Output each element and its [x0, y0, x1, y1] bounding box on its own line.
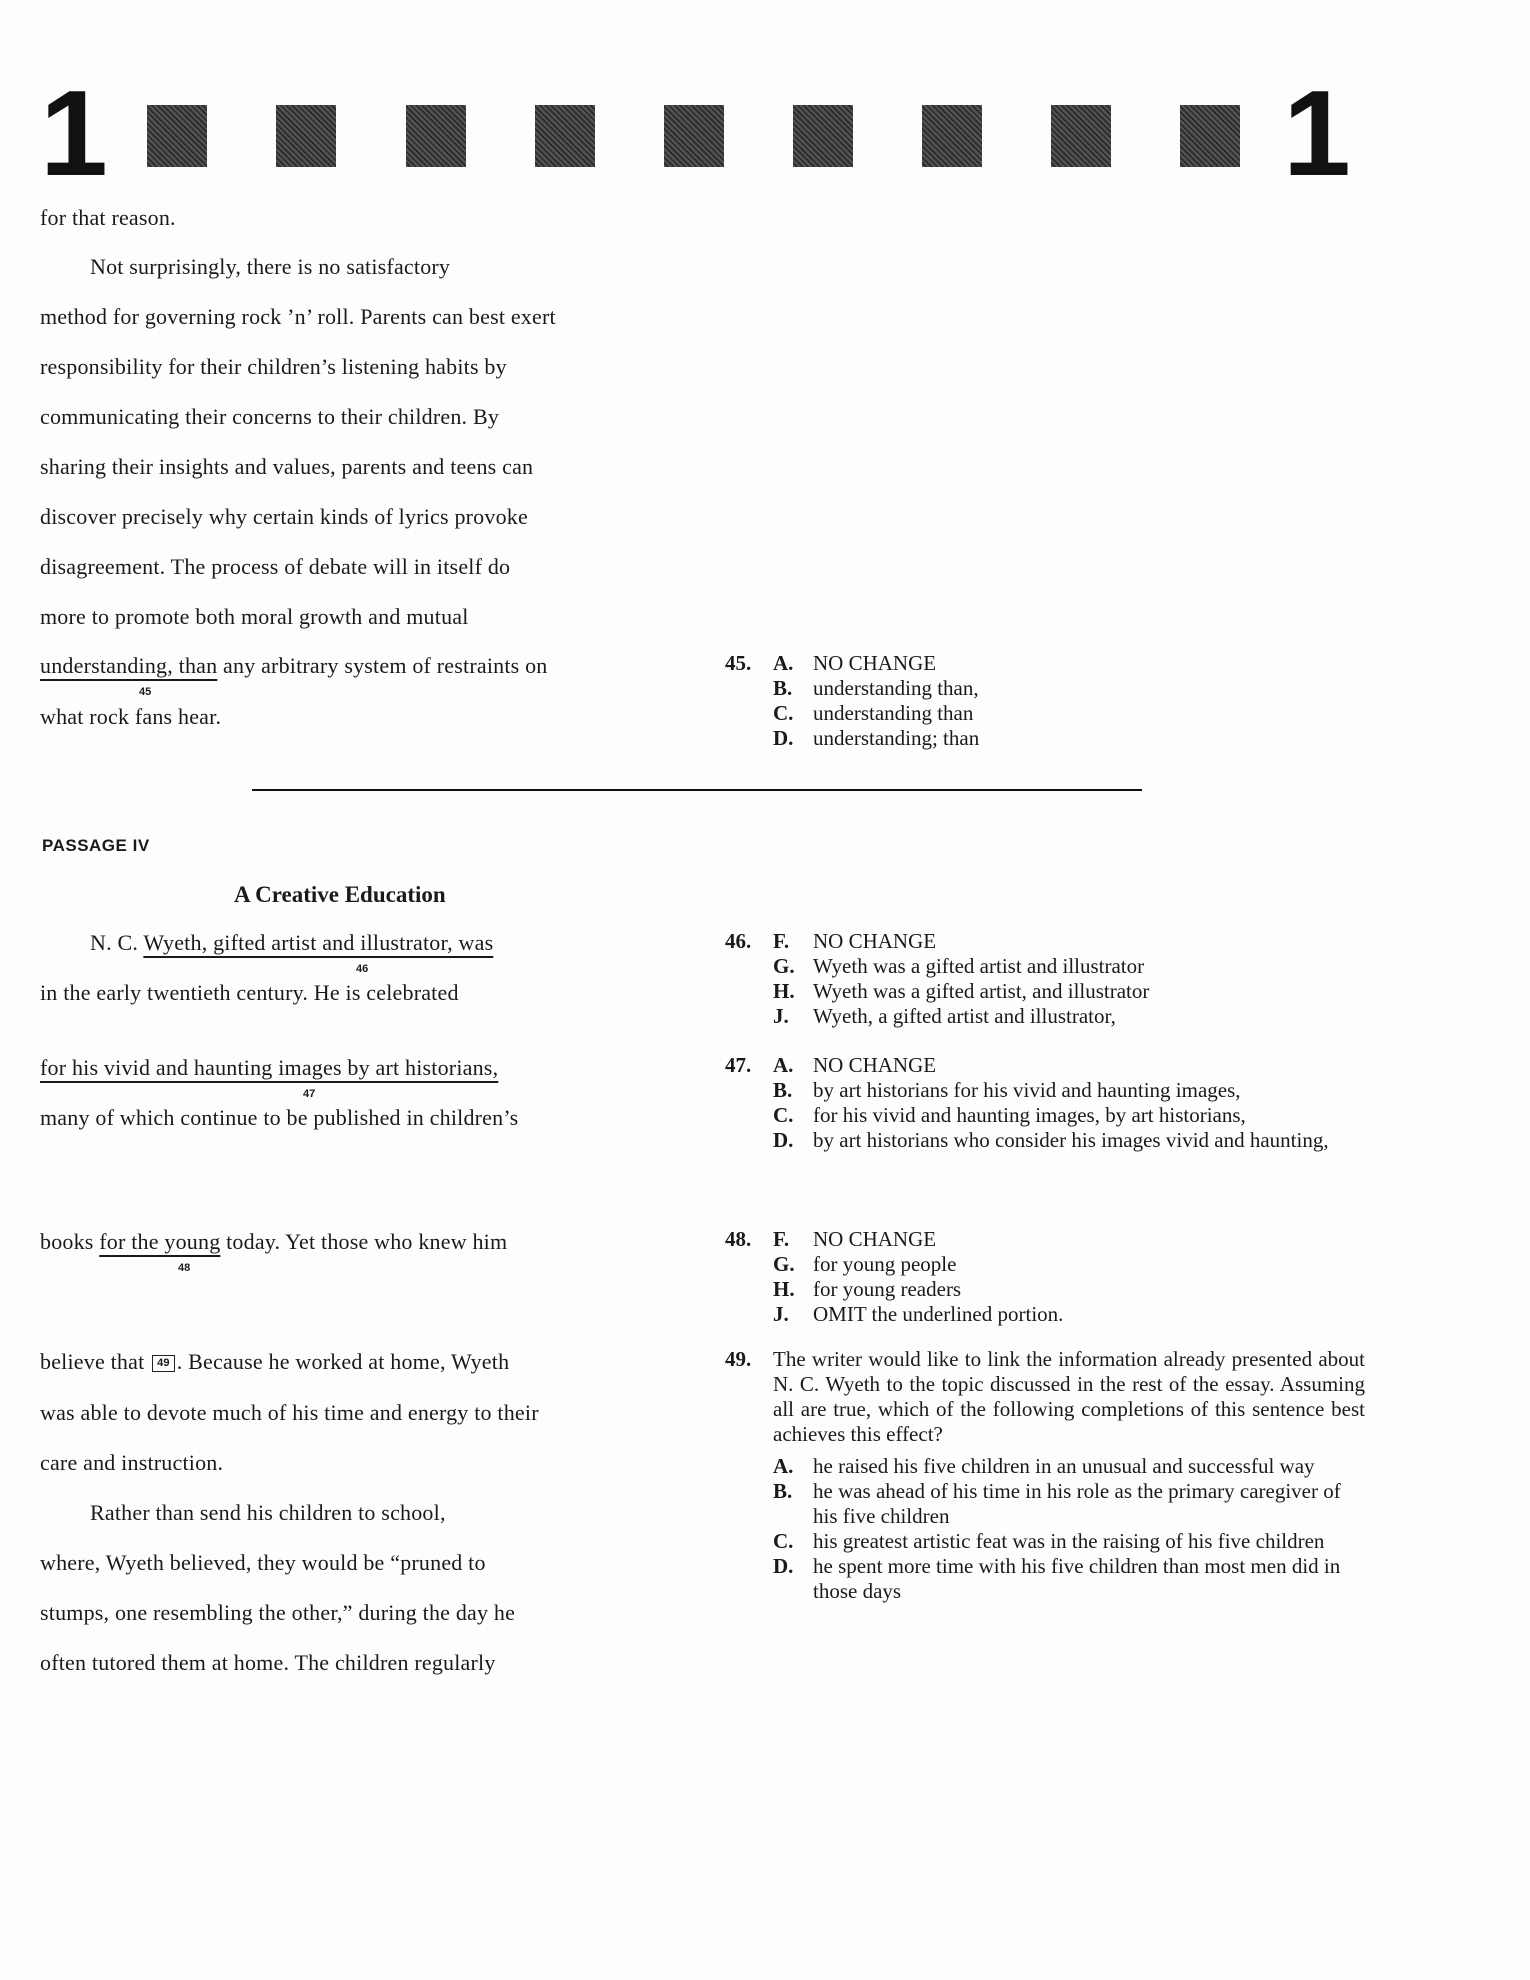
answer-option[interactable]: [725, 1053, 1365, 1078]
passage-line: discover precisely why certain kinds of lyrics provoke: [40, 504, 528, 529]
option-text: his greatest artistic feat was in the raising of his five children: [813, 1529, 1325, 1553]
option-letter: D.: [773, 1128, 794, 1152]
option-text: Wyeth, a gifted artist and illustrator,: [813, 1004, 1116, 1028]
option-text: he spent more time with his five children than most men did in those days: [813, 1554, 1341, 1603]
option-text: by art historians for his vivid and haunting images,: [813, 1078, 1241, 1102]
answer-option[interactable]: [725, 1252, 1365, 1277]
option-text: NO CHANGE: [813, 1053, 937, 1077]
passage-line: more to promote both moral growth and mutual: [40, 604, 469, 629]
passage-line-49: [40, 1351, 509, 1373]
header-block: [664, 105, 724, 167]
option-letter: A.: [773, 1053, 794, 1077]
option-text: by art historians who consider his images vivid and haunting,: [813, 1128, 1329, 1152]
answer-option[interactable]: [725, 1529, 1365, 1554]
answer-option[interactable]: [725, 1078, 1365, 1103]
option-letter: D.: [773, 726, 794, 750]
option-letter: C.: [773, 701, 794, 725]
option-letter: C.: [773, 1529, 794, 1553]
answer-option[interactable]: [725, 1479, 1365, 1529]
passage-text: . Because he worked at home, Wyeth: [176, 1349, 510, 1374]
passage-line: in the early twentieth century. He is celebrated: [40, 980, 459, 1005]
passage-line: stumps, one resembling the other,” during the day he: [40, 1600, 516, 1625]
passage-title: A Creative Education: [234, 882, 446, 907]
option-letter: B.: [773, 676, 793, 700]
passage-line: what rock fans hear.: [40, 704, 222, 729]
option-text: NO CHANGE: [813, 651, 937, 675]
option-text: for young readers: [813, 1277, 962, 1301]
option-text: understanding than: [813, 701, 974, 725]
option-letter: C.: [773, 1103, 794, 1127]
question-48: [725, 1227, 1365, 1327]
option-letter: A.: [773, 651, 794, 675]
answer-option[interactable]: [725, 979, 1365, 1004]
underlined-portion-45[interactable]: understanding, than: [40, 653, 218, 678]
passage-line: where, Wyeth believed, they would be “pruned to: [40, 1550, 486, 1575]
option-letter: G.: [773, 1252, 795, 1276]
option-text: understanding than,: [813, 676, 979, 700]
question-ref-48: 48: [178, 1262, 191, 1274]
answer-option[interactable]: [725, 1554, 1365, 1604]
underlined-portion-48[interactable]: for the young: [99, 1229, 221, 1254]
passage-line-48: [40, 1231, 507, 1253]
header-block: [922, 105, 982, 167]
passage-line: for that reason.: [40, 205, 176, 230]
question-ref-45: 45: [139, 686, 152, 698]
option-text: OMIT the underlined portion.: [813, 1302, 1064, 1326]
option-text: NO CHANGE: [813, 1227, 937, 1251]
option-letter: B.: [773, 1479, 793, 1503]
passage-line-45: [40, 655, 548, 677]
answer-option[interactable]: [725, 1302, 1365, 1327]
option-letter: D.: [773, 1554, 794, 1578]
option-letter: J.: [773, 1004, 789, 1028]
section-number-right: 1: [1283, 65, 1351, 201]
answer-option[interactable]: [725, 676, 1365, 701]
passage-divider: [252, 789, 1142, 791]
answer-option[interactable]: [725, 726, 1365, 751]
question-number: 45.: [725, 651, 752, 675]
option-text: NO CHANGE: [813, 929, 937, 953]
option-letter: G.: [773, 954, 795, 978]
passage-text: books: [40, 1229, 100, 1254]
header-block: [406, 105, 466, 167]
passage-text: N. C.: [90, 930, 144, 955]
passage-line: Rather than send his children to school,: [90, 1500, 446, 1525]
answer-option[interactable]: [725, 1128, 1365, 1153]
passage-text: today. Yet those who knew him: [220, 1229, 508, 1254]
option-letter: A.: [773, 1454, 794, 1478]
question-47: [725, 1053, 1365, 1153]
passage-line: disagreement. The process of debate will in itself do: [40, 554, 511, 579]
underlined-portion-46[interactable]: Wyeth, gifted artist and illustrator, was: [143, 930, 494, 955]
passage-text: any arbitrary system of restraints on: [217, 653, 548, 678]
header-block: [1051, 105, 1111, 167]
passage-line-47: [40, 1057, 498, 1079]
passage-line: care and instruction.: [40, 1450, 224, 1475]
question-46: [725, 929, 1365, 1029]
question-45: [725, 651, 1365, 751]
passage-line: many of which continue to be published in children’s: [40, 1105, 519, 1130]
passage-line: communicating their concerns to their children. By: [40, 404, 500, 429]
option-text: he was ahead of his time in his role as the primary caregiver of his five children: [813, 1479, 1341, 1528]
answer-option[interactable]: [725, 1454, 1365, 1479]
header-block: [276, 105, 336, 167]
section-number-left: 1: [40, 65, 108, 201]
question-number: 47.: [725, 1053, 752, 1077]
question-number: 48.: [725, 1227, 752, 1251]
question-box-49[interactable]: 49: [152, 1355, 175, 1372]
header-block: [147, 105, 207, 167]
option-text: Wyeth was a gifted artist and illustrator: [813, 954, 1145, 978]
option-letter: J.: [773, 1302, 789, 1326]
passage-line: sharing their insights and values, parents and teens can: [40, 454, 534, 479]
header-block: [535, 105, 595, 167]
answer-option[interactable]: [725, 1277, 1365, 1302]
question-stem: The writer would like to link the information already presented about N. C. Wyeth to the topic discussed in the rest of the essay. Assuming all are true, which of the following completions of this sentence best achieves this effect?: [773, 1347, 1365, 1446]
passage-line: was able to devote much of his time and energy to their: [40, 1400, 539, 1425]
option-text: Wyeth was a gifted artist, and illustrator: [813, 979, 1150, 1003]
option-letter: H.: [773, 1277, 795, 1301]
passage-label: PASSAGE IV: [42, 836, 150, 855]
question-number: 49.: [725, 1347, 752, 1371]
question-49: [725, 1347, 1365, 1604]
answer-option[interactable]: [725, 1103, 1365, 1128]
option-text: for young people: [813, 1252, 957, 1276]
header-block: [793, 105, 853, 167]
answer-option[interactable]: [725, 954, 1365, 979]
question-ref-47: 47: [303, 1088, 316, 1100]
passage-text: believe that: [40, 1349, 151, 1374]
passage-line-46: [40, 932, 493, 954]
answer-option[interactable]: [725, 701, 1365, 726]
passage-line: often tutored them at home. The children regularly: [40, 1650, 496, 1675]
answer-option[interactable]: [725, 1227, 1365, 1252]
option-text: he raised his five children in an unusual and successful way: [813, 1454, 1315, 1478]
passage-line: responsibility for their children’s listening habits by: [40, 354, 507, 379]
option-text: for his vivid and haunting images, by art historians,: [813, 1103, 1246, 1127]
passage-line: method for governing rock ’n’ roll. Parents can best exert: [40, 304, 556, 329]
option-letter: H.: [773, 979, 795, 1003]
underlined-portion-47[interactable]: for his vivid and haunting images by art historians,: [40, 1055, 499, 1080]
header-block: [1180, 105, 1240, 167]
option-text: understanding; than: [813, 726, 980, 750]
option-letter: F.: [773, 929, 790, 953]
answer-option[interactable]: [725, 651, 1365, 676]
answer-option[interactable]: [725, 929, 1365, 954]
passage-line: Not surprisingly, there is no satisfactory: [90, 254, 451, 279]
question-number: 46.: [725, 929, 752, 953]
option-letter: B.: [773, 1078, 793, 1102]
question-ref-46: 46: [356, 963, 369, 975]
answer-option[interactable]: [725, 1004, 1365, 1029]
option-letter: F.: [773, 1227, 790, 1251]
